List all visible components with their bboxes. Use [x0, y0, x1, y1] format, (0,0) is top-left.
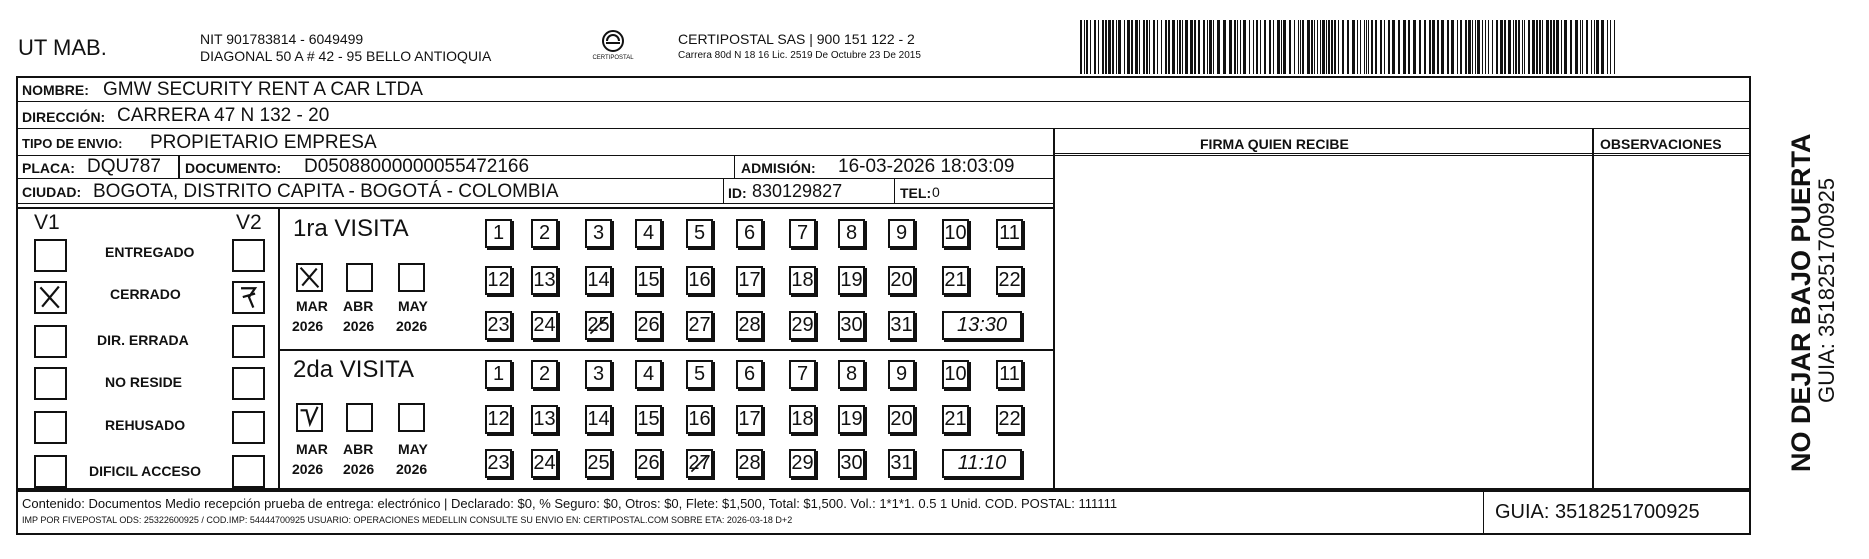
second-visit-day-24[interactable]: 24: [531, 449, 558, 478]
first-visit-day-20[interactable]: 20: [888, 266, 915, 295]
v2-dificil-acceso-checkbox[interactable]: [232, 455, 265, 488]
first-visit-month-abr-box[interactable]: [346, 263, 373, 292]
side-guia: GUIA: 3518251700925: [1814, 177, 1839, 403]
v1-dificil-acceso-checkbox[interactable]: [34, 455, 67, 488]
second-visit-day-26[interactable]: 26: [635, 449, 662, 478]
second-visit-day-14[interactable]: 14: [585, 405, 612, 434]
direccion-value: CARRERA 47 N 132 - 20: [117, 105, 330, 126]
first-visit-day-11[interactable]: 11: [996, 219, 1023, 248]
sender-address: DIAGONAL 50 A # 42 - 95 BELLO ANTIOQUIA: [200, 48, 492, 64]
v2-no-reside-checkbox[interactable]: [232, 367, 265, 400]
v1-rehusado-checkbox[interactable]: [34, 411, 67, 444]
first-visit-day-7[interactable]: 7: [789, 219, 816, 248]
first-visit-day-26[interactable]: 26: [635, 311, 662, 340]
strike-mark-icon: [587, 313, 610, 338]
second-visit-day-2[interactable]: 2: [531, 360, 558, 389]
first-visit-month-may: MAY: [398, 298, 428, 314]
second-visit-year-2: 2026: [343, 461, 375, 477]
first-visit-year-1: 2026: [292, 318, 324, 334]
first-visit-day-1[interactable]: 1: [485, 219, 512, 248]
first-visit-day-31[interactable]: 31: [888, 311, 915, 340]
first-visit-day-23[interactable]: 23: [485, 311, 512, 340]
first-visit-day-19[interactable]: 19: [838, 266, 865, 295]
second-visit-month-mar-box[interactable]: [296, 403, 323, 432]
first-visit-day-21[interactable]: 21: [942, 266, 969, 295]
first-visit-day-24[interactable]: 24: [531, 311, 558, 340]
nombre-label: NOMBRE:: [22, 82, 89, 98]
second-visit-day-16[interactable]: 16: [686, 405, 713, 434]
observaciones-header: OBSERVACIONES: [1600, 136, 1722, 152]
x-check-mark-icon: [36, 283, 65, 312]
first-visit-day-15[interactable]: 15: [635, 266, 662, 295]
second-visit-day-11[interactable]: 11: [996, 360, 1023, 389]
second-visit-day-5[interactable]: 5: [686, 360, 713, 389]
second-visit-day-19[interactable]: 19: [838, 405, 865, 434]
first-visit-day-10[interactable]: 10: [942, 219, 969, 248]
first-visit-month-abr: ABR: [343, 298, 374, 314]
strike-mark-icon: [688, 451, 711, 476]
placa-label: PLACA:: [22, 160, 75, 176]
second-visit-day-23[interactable]: 23: [485, 449, 512, 478]
v1-header: V1: [34, 211, 60, 234]
documento-label: DOCUMENTO:: [185, 160, 282, 176]
second-visit-day-15[interactable]: 15: [635, 405, 662, 434]
barcode: [1080, 20, 1615, 74]
direccion-label: DIRECCIÓN:: [22, 109, 106, 125]
second-visit-day-8[interactable]: 8: [838, 360, 865, 389]
admision-label: ADMISIÓN:: [741, 160, 816, 176]
id-value: 830129827: [752, 181, 843, 201]
first-visit-day-2[interactable]: 2: [531, 219, 558, 248]
second-visit-day-30[interactable]: 30: [838, 449, 865, 478]
second-visit-month-abr: ABR: [343, 441, 374, 457]
placa-value: DQU787: [87, 156, 161, 177]
second-visit-day-9[interactable]: 9: [888, 360, 915, 389]
second-visit-day-3[interactable]: 3: [585, 360, 612, 389]
second-visit-title: 2da VISITA: [293, 356, 414, 383]
footer-imp: IMP POR FIVEPOSTAL ODS: 25322600925 / COD.IMP: 54444700925 USUARIO: OPERACIONES MEDELLIN CONSULTE SU ENVIO EN: CERTIPOSTAL.COM SOBRE ETA: 2026-03-18 D+2: [22, 515, 793, 525]
id-label: ID:: [728, 185, 747, 201]
first-visit-day-27[interactable]: 27: [686, 311, 713, 340]
second-visit-time-field[interactable]: 11:10: [942, 449, 1022, 478]
second-visit-month-may-box[interactable]: [398, 403, 425, 432]
v1-dir-errada-checkbox[interactable]: [34, 325, 67, 358]
second-visit-year-1: 2026: [292, 461, 324, 477]
second-visit-day-7[interactable]: 7: [789, 360, 816, 389]
status-entregado: ENTREGADO: [105, 244, 195, 260]
tel-value: 0: [932, 184, 940, 200]
certipostal-logo: [588, 28, 638, 72]
certipostal-nit: CERTIPOSTAL SAS | 900 151 122 - 2: [678, 31, 915, 47]
first-visit-title: 1ra VISITA: [293, 215, 409, 242]
tipo-envio-label: TIPO DE ENVIO:: [22, 136, 123, 151]
status-dificil-acceso: DIFICIL ACCESO: [89, 463, 202, 479]
second-visit-day-12[interactable]: 12: [485, 405, 512, 434]
first-visit-month-mar-box[interactable]: [296, 263, 323, 292]
status-no-reside: NO RESIDE: [105, 374, 183, 390]
second-visit-day-21[interactable]: 21: [942, 405, 969, 434]
v1-entregado-checkbox[interactable]: [34, 239, 67, 272]
v1-no-reside-checkbox[interactable]: [34, 367, 67, 400]
admision-value: 16-03-2026 18:03:09: [838, 156, 1015, 177]
first-visit-month-mar: MAR: [296, 298, 328, 314]
v2-dir-errada-checkbox[interactable]: [232, 325, 265, 358]
second-visit-day-28[interactable]: 28: [736, 449, 763, 478]
first-visit-day-12[interactable]: 12: [485, 266, 512, 295]
first-visit-day-3[interactable]: 3: [585, 219, 612, 248]
check-mark-icon: [298, 405, 321, 430]
second-visit-day-25[interactable]: 25: [585, 449, 612, 478]
nit: NIT 901783814 - 6049499: [200, 31, 364, 47]
first-visit-day-8[interactable]: 8: [838, 219, 865, 248]
second-visit-month-mar: MAR: [296, 441, 328, 457]
second-visit-day-17[interactable]: 17: [736, 405, 763, 434]
logo-caption: CERTIPOSTAL: [592, 55, 634, 61]
first-visit-day-29[interactable]: 29: [789, 311, 816, 340]
first-visit-year-2: 2026: [343, 318, 375, 334]
first-visit-month-may-box[interactable]: [398, 263, 425, 292]
nombre-value: GMW SECURITY RENT A CAR LTDA: [103, 79, 423, 100]
second-visit-month-may: MAY: [398, 441, 428, 457]
second-visit-day-18[interactable]: 18: [789, 405, 816, 434]
company-name: UT MAB.: [18, 35, 107, 60]
first-visit-day-25[interactable]: 25: [585, 311, 612, 340]
first-visit-day-6[interactable]: 6: [736, 219, 763, 248]
second-visit-month-abr-box[interactable]: [346, 403, 373, 432]
no-dejar-bajo-puerta: NO DEJAR BAJO PUERTA: [1786, 133, 1816, 472]
x-mark-icon: [298, 265, 321, 290]
footer-guia: GUIA: 3518251700925: [1495, 501, 1700, 523]
first-visit-day-5[interactable]: 5: [686, 219, 713, 248]
v2-rehusado-checkbox[interactable]: [232, 411, 265, 444]
first-visit-time-field[interactable]: 13:30: [942, 311, 1022, 340]
tipo-envio-value: PROPIETARIO EMPRESA: [150, 132, 377, 153]
ciudad-label: CIUDAD:: [22, 184, 82, 200]
status-dir-errada: DIR. ERRADA: [97, 332, 189, 348]
second-visit-day-22[interactable]: 22: [996, 405, 1023, 434]
status-rehusado: REHUSADO: [105, 417, 186, 433]
second-visit-day-31[interactable]: 31: [888, 449, 915, 478]
first-visit-day-14[interactable]: 14: [585, 266, 612, 295]
first-visit-year-3: 2026: [396, 318, 428, 334]
second-visit-day-10[interactable]: 10: [942, 360, 969, 389]
handwritten-check-mark-icon: [234, 283, 263, 312]
certipostal-license: Carrera 80d N 18 16 Lic. 2519 De Octubre 23 De 2015: [678, 50, 921, 61]
first-visit-day-9[interactable]: 9: [888, 219, 915, 248]
ciudad-value: BOGOTA, DISTRITO CAPITA - BOGOTÁ - COLOMBIA: [93, 181, 559, 202]
first-visit-day-30[interactable]: 30: [838, 311, 865, 340]
firma-header: FIRMA QUIEN RECIBE: [1200, 136, 1349, 152]
second-visit-day-6[interactable]: 6: [736, 360, 763, 389]
first-visit-day-18[interactable]: 18: [789, 266, 816, 295]
second-visit-day-1[interactable]: 1: [485, 360, 512, 389]
second-visit-day-27[interactable]: 27: [686, 449, 713, 478]
v2-header: V2: [236, 211, 262, 234]
first-visit-day-28[interactable]: 28: [736, 311, 763, 340]
first-visit-day-17[interactable]: 17: [736, 266, 763, 295]
v1-cerrado-checkbox[interactable]: [34, 281, 67, 314]
first-visit-day-22[interactable]: 22: [996, 266, 1023, 295]
tel-label: TEL:: [900, 185, 932, 201]
second-visit-day-29[interactable]: 29: [789, 449, 816, 478]
second-visit-day-20[interactable]: 20: [888, 405, 915, 434]
documento-value: D05088000000055472166: [304, 156, 530, 177]
first-visit-day-13[interactable]: 13: [531, 266, 558, 295]
status-cerrado: CERRADO: [110, 286, 181, 302]
second-visit-day-4[interactable]: 4: [635, 360, 662, 389]
footer-content: Contenido: Documentos Medio recepción prueba de entrega: electrónico | Declarado: $0, % Seguro: $0, Otros: $0, Flete: $1,500, Total: $1,500. Vol.: 1*1*1. 0.5 1 Unid. COD. POSTAL: 111111: [22, 496, 1118, 511]
second-visit-day-13[interactable]: 13: [531, 405, 558, 434]
v2-entregado-checkbox[interactable]: [232, 239, 265, 272]
first-visit-day-16[interactable]: 16: [686, 266, 713, 295]
second-visit-year-3: 2026: [396, 461, 428, 477]
v2-cerrado-checkbox[interactable]: [232, 281, 265, 314]
first-visit-day-4[interactable]: 4: [635, 219, 662, 248]
